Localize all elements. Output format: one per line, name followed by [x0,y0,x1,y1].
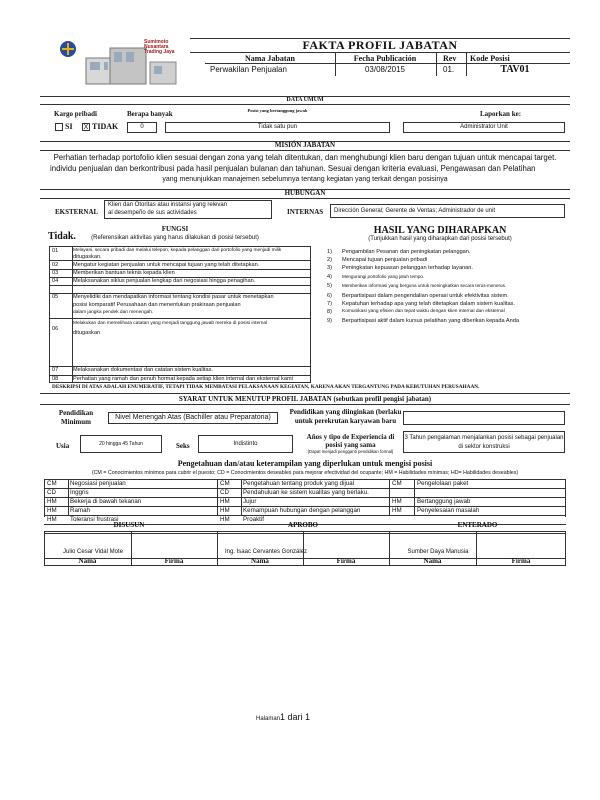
edu-min-field: Nivel Menengah Atas (Bachiller atau Preparatoria) [108,412,278,424]
skill-text: Jujur [243,498,257,505]
general-heading: DATA UMUM [286,97,324,103]
function-no: 08 [52,376,59,382]
requirements-heading: SYARAT UNTUK MENUTUP PROFIL JABATAN (sebutkan profil pengisi jabatan) [178,395,432,403]
col-date: Fecha Publicación [353,54,417,63]
col-job-name: Nama Jabatan [244,54,295,63]
sex-label: Seks [176,442,190,450]
sign-label-2: Firma [336,557,356,565]
external-value-1: Klien dan Otoritas atau instansi yang relevan [108,202,228,208]
page-label: Halaman [256,716,281,722]
experience-note: (Dapat menjadi pengganti pendidikan formal) [307,449,394,454]
skill-text: Toleransi frustrasi [70,516,119,523]
skill-type: HM [220,507,230,514]
logo-text: Sumimoto Nusantara Trading Jaya [144,39,175,55]
skill-type: HM [392,498,402,505]
function-no: 06 [52,326,59,332]
edu-min-label: Pendidikan Minimum [58,409,94,426]
skills-legend: (CM = Conocimientos mínimos para cubrir el puesto; CD = Conocimientos deseables para mejorar efectividad del ocupante; HM = Habilidades mínimas; HD= Habilidades deseables) [91,470,519,476]
skill-text: Kemampuan hubungan dengan pelanggan [243,507,361,514]
col-rev: Rev [443,54,457,63]
skill-text: Negosiasi penjualan [70,480,126,487]
experience-field: 3 Tahun pengalaman menjalankan posisi sebagai penjualan di sektor konstruksi [403,431,565,453]
skill-type: CD [47,489,56,496]
function-text: Melayani, secara pribadi dan melalui telepon, kepada pelanggan dari portofolio yang menjadi milik [73,248,282,253]
count-field: 0 [127,122,157,133]
page-number [256,707,310,725]
skills-heading: Pengetahuan dan/atau keterampilan yang diperlukan untuk mengisi posisi [177,459,433,468]
relations-heading: HUBUNGAN [284,189,326,197]
skill-text: Inggris [70,489,89,496]
signer-name-3: Sumber Daya Manusia [407,549,469,555]
responsible-label: Posisi yang bertanggung jawab [247,108,308,113]
skill-type: CD [220,489,229,496]
functions-disclaimer: DESKRIPSI DI ATAS ADALAH ENUMERATIF, TETAPI TIDAK MEMBATASI PELAKSANAAN KEGIATAN, KARENA AKAN TERGANTUNG PADA KEBUTUHAN PERUSAHAAN. [52,384,480,390]
external-value-2: al desempeño de sus actividades [108,210,197,216]
function-text-3: dalam jangka pendek dan menengah. [73,310,154,315]
function-no: 02 [52,262,59,268]
function-text-2: ditugaskan [73,330,101,336]
function-text-2: ditugaskan. [73,254,102,260]
col-code: Kode Posisi [470,54,510,63]
skill-type: HM [220,516,230,523]
skill-text: Pendahuluan ke sistem kualitas yang berlaku. [243,489,369,496]
skill-type: HM [47,516,57,523]
mission-line-1: Perhatian terhadap portofolio klien sesuai dengan zona yang telah ditentukan, dan menghubungi klien baru dengan tujuan untuk mencapai target. [53,153,557,162]
page-value: 1 dari 1 [280,712,311,722]
sign-heading-3: ENTERADO [457,521,498,529]
job-name: Perwakilan Penjualan [210,65,287,74]
age-field: 20 hingga 45 Tahun [80,435,162,453]
functions-subheading: (Referensikan aktivitas yang harus dilakukan di posisi tersebut) [91,235,259,241]
skill-type: HM [47,498,57,505]
function-text: Menyelidiki dan mendapatkan informasi tentang kondisi pasar untuk menetapkan [73,294,274,300]
edu-pref-field [403,411,565,425]
age-label: Usia [56,442,70,450]
name-label-1: Nama [78,557,97,565]
functions-heading: FUNGSI [161,225,189,233]
function-no: 07 [52,367,59,373]
function-no: 05 [52,294,59,300]
signer-name-2: Ing. Isaac Cervantes González [224,549,308,555]
results-subheading: (Tunjukkan hasil yang diharapkan dari posisi tersebut) [368,236,512,242]
external-field [104,200,272,219]
staff-label: Kargo pribadi [54,110,97,118]
position-code: TAV01 [500,64,530,75]
mission-line-2: individu penjualan dan berkontribusi pada hasil penjualan bulanan dan tahunan. Sesuai dengan kriteria evaluasi, Pengawasan dan Pelatihan [50,164,536,173]
skill-text: Bekerja di bawah tekanan [70,498,142,505]
sex-field: Indistinto [198,435,293,453]
internal-field: Dirección General; Gerente de Ventas; Administrador de unit [330,204,565,218]
mission-line-3: yang menunjukkan manajemen sebelumnya tentang kegiatan yang terkait dengan posisinya [162,176,448,183]
external-label: EKSTERNAL [55,208,99,216]
experience-label: Años y tipo de Experiencia di posisi yang sama [306,433,395,449]
skill-type: HM [392,507,402,514]
publish-date: 03/08/2015 [364,65,406,74]
function-no: 03 [52,270,59,276]
function-text: Mengatur kegiatan penjualan untuk mencapai tujuan yang telah ditetapkan. [73,262,260,268]
name-label-2: Nama [251,557,269,565]
function-no: 04 [52,278,59,284]
skill-text: Pengetahuan tentang produk yang dijual [243,480,355,487]
skill-text: Bertanggung jawab [417,498,471,505]
sign-label-3: Firma [511,557,531,565]
no-checkbox[interactable]: X [83,124,89,131]
function-text: Melaksanakan dokumentasi dan catatan sistem kualitas. [73,367,213,373]
signer-name-1: Julio Cesar Vidal Mote [63,549,123,555]
tidak-label: Tidak. [48,231,76,242]
skill-text: Proaktif [243,516,264,523]
function-no: 01 [52,248,59,254]
sign-heading-1: DISUSUN [113,521,145,529]
skill-type: CM [220,480,230,487]
sign-label-1: Firma [164,557,184,565]
skill-type: CM [47,480,57,487]
how-many-label: Berapa banyak [127,110,173,118]
function-text: Memberikan bantuan teknis kepada klien [73,270,175,276]
internal-label: INTERNAS [287,208,324,216]
skill-text: Penyelesaian masalah [417,507,480,514]
results-heading: HASIL YANG DIHARAPKAN [373,225,507,236]
function-text-2: posisi komparatif Perusahaan dan menentukan prakiraan penjualan [73,302,241,308]
reports-label: Laporkan ke: [480,110,522,118]
skill-text: Ramah [70,507,90,514]
reports-field: Administrator Unit [403,122,565,133]
yes-label: SI [65,122,73,131]
skill-type: HM [47,507,57,514]
skill-text: Pengelolaan paket [417,480,469,487]
mission-heading: MISIÓN JABATAN [274,141,336,149]
edu-pref-label: Pendidikan yang diinginkan (berlaku untuk perekrutan karyawan baru [289,408,402,425]
page-title: FAKTA PROFIL JABATAN [302,38,458,52]
revision: 01. [443,65,455,74]
function-text: Melakukan dan memelihara catatan yang menjadi tanggung jawab mereka di posisi internal [73,321,268,326]
name-label-3: Nama [423,557,442,565]
sign-heading-2: APROBO [288,521,318,529]
no-label: TIDAK [92,122,119,131]
responsible-field: Tidak satu pun [165,122,390,133]
yes-checkbox[interactable] [55,123,63,131]
function-text: Perhatian yang ramah dan penuh hormat kepada setiap klien internal dan eksternal kami [73,376,293,382]
function-text: Melaksanakan siklus penjualan lengkap dari negosiasi hingga penagihan. [73,278,256,284]
skill-type: CM [392,480,402,487]
company-logo [52,38,182,88]
skill-type: HM [220,498,230,505]
